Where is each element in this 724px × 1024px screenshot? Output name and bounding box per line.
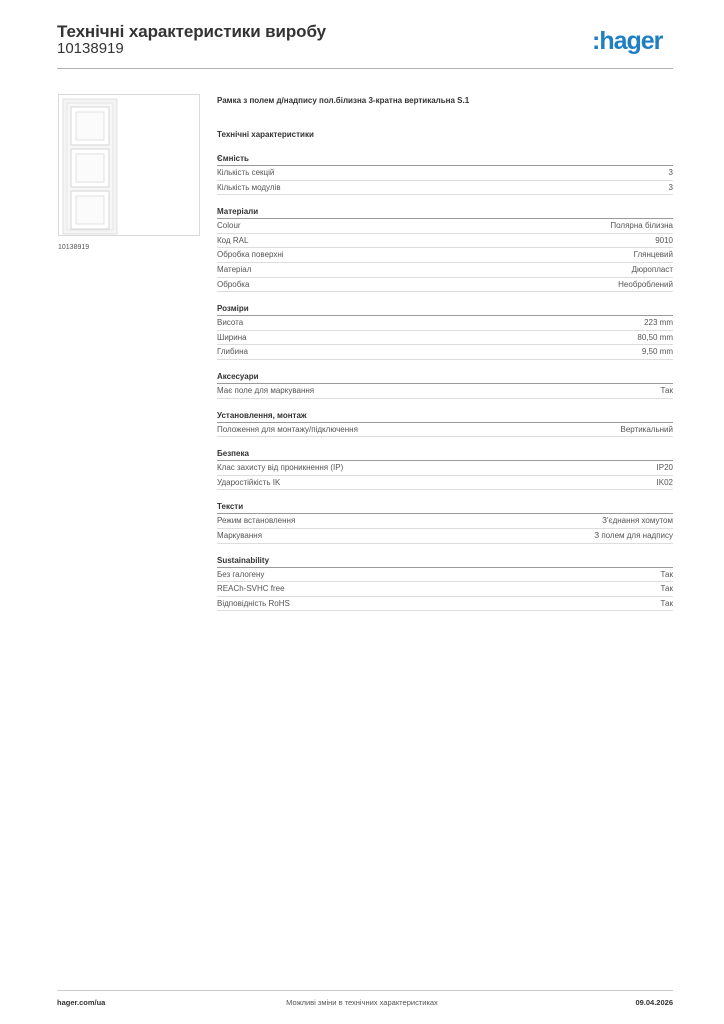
spec-value: IP20 bbox=[656, 463, 673, 473]
spec-row bbox=[217, 278, 673, 293]
spec-label: Ширина bbox=[217, 332, 247, 342]
spec-group-title: Матеріали bbox=[217, 205, 673, 219]
spec-value: 3 bbox=[668, 182, 673, 192]
spec-row bbox=[217, 234, 673, 249]
spec-label: Положення для монтажу/підключення bbox=[217, 424, 358, 434]
hager-logo bbox=[592, 27, 674, 57]
spec-group-title: Sustainability bbox=[217, 554, 673, 568]
spec-row bbox=[217, 529, 673, 544]
footer-date: 09.04.2026 bbox=[635, 998, 673, 1007]
spec-value: Так bbox=[660, 584, 673, 594]
spec-value: 80,50 mm bbox=[637, 332, 673, 342]
spec-group bbox=[217, 370, 673, 399]
spec-label: Без галогену bbox=[217, 569, 265, 579]
product-image-caption: 10138919 bbox=[58, 244, 90, 251]
spec-label: Маркування bbox=[217, 530, 263, 540]
spec-row bbox=[217, 384, 673, 399]
product-image bbox=[58, 94, 200, 236]
spec-value: З'єднання хомутом bbox=[602, 516, 673, 526]
spec-label: Режим встановлення bbox=[217, 516, 296, 526]
spec-value: 9,50 mm bbox=[641, 347, 673, 357]
spec-value: 3 bbox=[668, 168, 673, 177]
spec-label: Матеріал bbox=[217, 264, 252, 274]
spec-row bbox=[217, 582, 673, 597]
spec-row bbox=[217, 263, 673, 278]
spec-row bbox=[217, 181, 673, 196]
article-number: 10138919 bbox=[57, 40, 124, 57]
spec-group bbox=[217, 500, 673, 543]
footer-website: hager.com/ua bbox=[57, 998, 106, 1007]
spec-row bbox=[217, 514, 673, 529]
spec-group bbox=[217, 409, 673, 438]
spec-value: Так bbox=[660, 569, 673, 579]
spec-label: Обробка bbox=[217, 279, 250, 289]
product-name: Рамка з полем д/надпису пол.білизна 3-кратна вертикальна S.1 bbox=[217, 96, 470, 105]
spec-value: Так bbox=[660, 385, 673, 395]
spec-row bbox=[217, 461, 673, 476]
spec-row bbox=[217, 331, 673, 346]
spec-value: 223 mm bbox=[644, 318, 673, 328]
spec-group-title: Установлення, монтаж bbox=[217, 409, 673, 423]
specifications-heading: Технічні характеристики bbox=[217, 130, 314, 139]
svg-text::hager: :hager bbox=[592, 27, 663, 55]
spec-label: Клас захисту від проникнення (IP) bbox=[217, 463, 344, 473]
spec-label: Обробка поверхні bbox=[217, 250, 284, 260]
document-title: Технічні характеристики виробу bbox=[57, 22, 326, 41]
spec-group bbox=[217, 152, 673, 195]
footer-divider bbox=[57, 990, 673, 991]
spec-row bbox=[217, 597, 673, 612]
spec-row bbox=[217, 423, 673, 438]
spec-label: Глибина bbox=[217, 347, 248, 357]
spec-label: Має поле для маркування bbox=[217, 385, 315, 395]
spec-row bbox=[217, 248, 673, 263]
spec-group bbox=[217, 554, 673, 612]
spec-group-title: Тексти bbox=[217, 500, 673, 514]
spec-label: Висота bbox=[217, 318, 244, 328]
spec-row bbox=[217, 476, 673, 491]
spec-value: 9010 bbox=[655, 235, 673, 245]
spec-label: Кількість секцій bbox=[217, 168, 275, 177]
spec-row bbox=[217, 219, 673, 234]
specifications-panel bbox=[217, 94, 673, 611]
spec-row bbox=[217, 345, 673, 360]
footer-notice: Можливі зміни в технічних характеристиках bbox=[286, 998, 438, 1007]
spec-label: Відповідність RoHS bbox=[217, 598, 290, 608]
spec-row bbox=[217, 166, 673, 181]
spec-label: Кількість модулів bbox=[217, 182, 281, 192]
spec-value: Так bbox=[660, 598, 673, 608]
specification-groups bbox=[217, 152, 673, 611]
spec-value: IK02 bbox=[656, 477, 673, 487]
spec-label: Ударостійкість IK bbox=[217, 477, 281, 487]
header-divider bbox=[57, 68, 673, 69]
spec-group-title: Безпека bbox=[217, 447, 673, 461]
spec-group bbox=[217, 302, 673, 360]
spec-group-title: Ємність bbox=[217, 152, 673, 166]
spec-value: Полярна білизна bbox=[610, 221, 673, 231]
spec-group-title: Розміри bbox=[217, 302, 673, 316]
spec-label: REACh-SVHC free bbox=[217, 584, 285, 594]
spec-group-title: Аксесуари bbox=[217, 370, 673, 384]
spec-value: Дюропласт bbox=[631, 264, 673, 274]
spec-value: З полем для надпису bbox=[594, 530, 673, 540]
spec-value: Необроблений bbox=[618, 279, 673, 289]
spec-value: Глянцевий bbox=[633, 250, 673, 260]
spec-row bbox=[217, 568, 673, 583]
spec-label: Код RAL bbox=[217, 235, 249, 245]
spec-value: Вертикальний bbox=[620, 424, 673, 434]
spec-group bbox=[217, 447, 673, 490]
spec-group bbox=[217, 205, 673, 292]
spec-row bbox=[217, 316, 673, 331]
spec-label: Colour bbox=[217, 221, 241, 231]
